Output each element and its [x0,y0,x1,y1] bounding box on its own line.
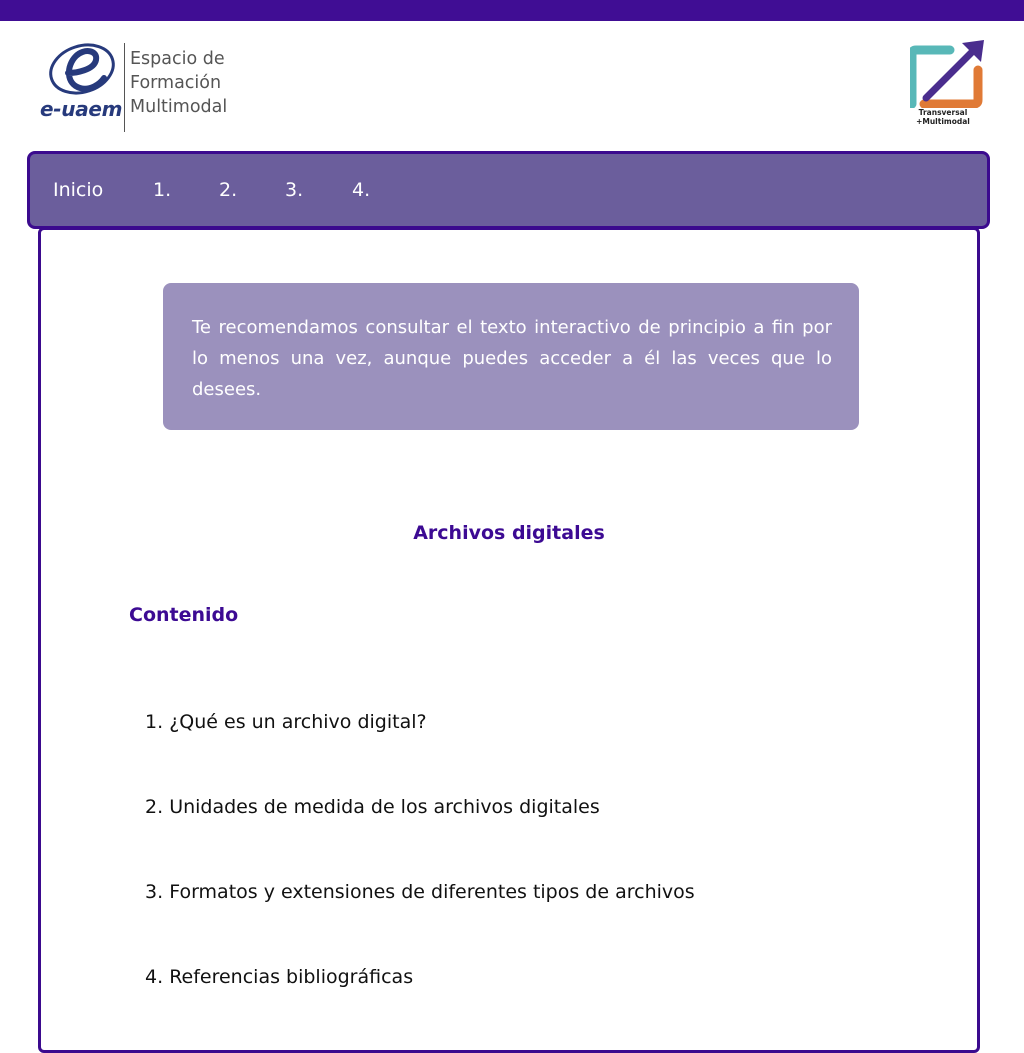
toc-label: Formatos y extensiones de diferentes tipos de archivos [169,881,695,903]
page-title: Archivos digitales [413,522,605,544]
transversal-arrow-logo-icon [910,40,986,108]
logo-caption-line: Formación [130,73,222,93]
e-uaem-logo-mark-icon [46,40,118,98]
section-navigation [27,151,990,229]
notice-text: Te recomendamos consultar el texto interactivo de principio a fin por lo menos una vez, aunque puedes acceder a él las veces que lo desees. [192,317,832,400]
logo-caption-line: Espacio de [130,49,225,69]
toc-label: Unidades de medida de los archivos digitales [169,796,600,818]
toc-number: 4. [145,966,164,988]
toc-item-1[interactable] [145,710,427,734]
nav-link-3[interactable]: 3. [285,179,304,201]
section-title-contenido: Contenido [129,604,239,626]
transversal-multimodal-logo[interactable] [906,38,990,132]
nav-link-inicio[interactable]: Inicio [53,179,104,201]
toc-label: Referencias bibliográficas [169,966,414,988]
top-accent-bar [0,0,1024,21]
logo-wordmark: e-uaem [40,97,123,121]
toc-item-4[interactable] [145,965,413,989]
toc-number: 2. [145,796,164,818]
recommendation-notice [163,283,859,430]
logo-caption [130,47,227,119]
transversal-logo-text [906,108,980,126]
toc-label: ¿Qué es un archivo digital? [169,711,427,733]
nav-link-4[interactable]: 4. [352,179,371,201]
content-panel [38,227,980,1053]
logo-caption-line: Multimodal [130,97,228,117]
logo-divider [124,43,125,132]
toc-item-2[interactable] [145,795,600,819]
logo-text-line: +Multimodal [916,117,970,126]
e-uaem-logo[interactable] [40,40,240,135]
nav-link-2[interactable]: 2. [219,179,238,201]
toc-number: 1. [145,711,164,733]
toc-number: 3. [145,881,164,903]
nav-link-1[interactable]: 1. [153,179,172,201]
logo-text-line: Transversal [918,108,968,117]
toc-item-3[interactable] [145,880,695,904]
